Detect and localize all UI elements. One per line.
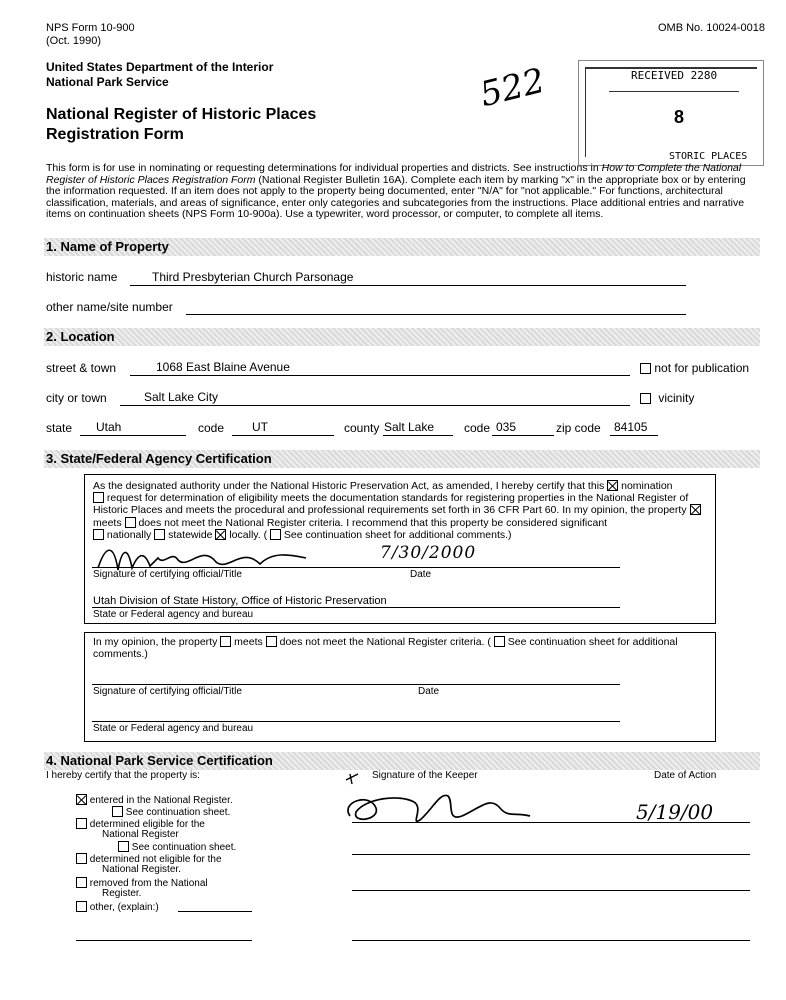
not-eligible-checkbox[interactable] xyxy=(76,853,87,864)
cert-property-label: property xyxy=(648,504,687,517)
zip-field[interactable]: 84105 xyxy=(614,420,648,434)
certification-text xyxy=(93,480,713,541)
cert-statewide-label: statewide xyxy=(168,528,213,541)
street-label: street & town xyxy=(46,361,117,375)
nomination-checkbox[interactable] xyxy=(607,480,618,491)
county-label: county xyxy=(344,421,380,435)
handwritten-number: 522 xyxy=(476,60,549,116)
section-1-heading: 1. Name of Property xyxy=(46,239,169,254)
form-title-line2: Registration Form xyxy=(46,126,184,143)
certify-text: I hereby certify that the property is: xyxy=(46,770,200,781)
nationally-checkbox[interactable] xyxy=(93,529,104,540)
state-code-field[interactable]: UT xyxy=(252,420,268,434)
see-cont-2-checkbox[interactable] xyxy=(118,841,129,852)
department: United States Department of the Interior xyxy=(46,60,274,74)
stamp-digit: 8 xyxy=(674,107,685,127)
option-not-eligible-label-b: National Register. xyxy=(102,864,181,875)
does-not-meet-checkbox[interactable] xyxy=(125,517,136,528)
section-4-heading: 4. National Park Service Certification xyxy=(46,753,273,768)
zip-label: zip code xyxy=(556,421,601,435)
see-cont-1-checkbox[interactable] xyxy=(112,806,123,817)
form-number: NPS Form 10-900 xyxy=(46,22,135,34)
section-2-heading: 2. Location xyxy=(46,329,115,344)
option-eligible-label-b: National Register xyxy=(102,829,179,840)
not-for-publication-label: not for publication xyxy=(654,361,750,375)
street-field[interactable]: 1068 East Blaine Avenue xyxy=(156,360,290,374)
county-code-label: code xyxy=(464,421,491,435)
stamp-received: RECEIVED 2280 xyxy=(631,69,718,82)
intro-text-2: (National Register Bulletin 16A). Complete each item by marking "x" in the appropriate box or by entering the information requested. If an item does not apply to the property being documented, enter "N/A" for "not applicable." For functions, architectural classification, materials, and areas of significance, enter only categories and subcategories from the instructions. Place additional entries and narrative items on continuation sheets (NPS Form 10-900a). Use a typewriter, word processor, or computer, to complete all items. xyxy=(46,173,746,221)
option-removed[interactable] xyxy=(76,877,208,889)
agency-label-1: State or Federal agency and bureau xyxy=(93,609,254,620)
form-date: (Oct. 1990) xyxy=(46,35,102,47)
state-label: state xyxy=(46,421,73,435)
other-name-label: other name/site number xyxy=(46,300,173,314)
continuation-checkbox-2[interactable] xyxy=(494,636,505,647)
opinion-not-meet-checkbox[interactable] xyxy=(266,636,277,647)
state-sign-date: 7/30/2000 xyxy=(380,543,477,563)
city-label: city or town xyxy=(46,391,107,405)
cert-nationally-label: nationally xyxy=(106,528,152,541)
other-checkbox[interactable] xyxy=(76,901,87,912)
state-field[interactable]: Utah xyxy=(96,420,122,434)
cert-nomination-label: nomination xyxy=(621,480,673,492)
vicinity-option[interactable] xyxy=(640,391,694,405)
not-for-publication-option[interactable] xyxy=(640,361,749,375)
city-field[interactable]: Salt Lake City xyxy=(144,390,219,404)
option-see-cont-1-label: See continuation sheet. xyxy=(125,807,231,818)
intro-italic: How to Complete the National Register of Historic Places Registration Form xyxy=(46,162,742,186)
state-code-label: code xyxy=(198,421,225,435)
option-see-cont-2-label: See continuation sheet. xyxy=(131,842,237,853)
action-date: 5/19/00 xyxy=(636,800,714,824)
other-explain-line-2[interactable] xyxy=(76,940,252,941)
cert-text-a: As the designated authority under the National Historic Preservation Act, as amended, I hereby certify that this xyxy=(93,480,605,492)
form-title-line1: National Register of Historic Places xyxy=(46,106,317,123)
agency-field[interactable]: Utah Division of State History, Office of Historic Preservation xyxy=(93,595,387,607)
other-explain-line[interactable] xyxy=(178,911,252,912)
vicinity-label: vicinity xyxy=(658,391,695,405)
request-checkbox[interactable] xyxy=(93,492,104,503)
received-stamp xyxy=(578,60,764,166)
agency-label-2: State or Federal agency and bureau xyxy=(93,723,254,734)
county-field[interactable]: Salt Lake xyxy=(384,420,435,434)
historic-name-field[interactable]: Third Presbyterian Church Parsonage xyxy=(152,270,354,284)
intro-paragraph xyxy=(46,163,758,221)
cert-continuation-label: See continuation sheet for additional comments.) xyxy=(283,528,512,541)
option-entered-label: entered in the National Register. xyxy=(89,795,233,806)
section-3-heading: 3. State/Federal Agency Certification xyxy=(46,451,272,466)
date-label-1: Date xyxy=(410,569,432,580)
intro-text-1: This form is for use in nominating or requesting determinations for individual properties and districts. See instructions in xyxy=(46,162,602,174)
date-label-2: Date xyxy=(418,686,440,697)
vicinity-checkbox[interactable] xyxy=(640,393,651,404)
section-2-heading-bar xyxy=(44,328,760,346)
continuation-checkbox-1[interactable] xyxy=(270,529,281,540)
cert-text-b: request for determination of eligibility meets the documentation standards for registering properties in the National Register of Historic Places and meets the procedural and professional requirements set forth in 36 CFR Part 60. In my opinion, the xyxy=(93,492,689,517)
stamp-places: STORIC PLACES xyxy=(669,151,748,162)
keeper-signature xyxy=(340,772,560,842)
option-not-eligible-label-a: determined not eligible for the xyxy=(89,854,222,865)
opinion-meets-label: meets xyxy=(234,636,263,648)
not-for-publication-checkbox[interactable] xyxy=(640,363,651,374)
service: National Park Service xyxy=(46,75,169,89)
signature-label-2: Signature of certifying official/Title xyxy=(93,686,242,697)
option-removed-label-b: Register. xyxy=(102,888,142,899)
entered-checkbox[interactable] xyxy=(76,794,87,805)
keeper-label: Signature of the Keeper xyxy=(372,770,478,781)
option-see-cont-2[interactable] xyxy=(118,841,236,853)
opinion-text xyxy=(93,636,713,661)
option-eligible-label-a: determined eligible for the xyxy=(89,819,205,830)
locally-checkbox[interactable] xyxy=(215,529,226,540)
eligible-checkbox[interactable] xyxy=(76,818,87,829)
opinion-not-meet-label: does not meet the National Register criteria. ( xyxy=(279,636,491,648)
meets-checkbox[interactable] xyxy=(690,504,701,515)
opinion-continuation-label: See continuation sheet for additional comments.) xyxy=(93,636,678,661)
option-other-label: other, (explain:) xyxy=(89,902,159,913)
cert-meets-label: meets xyxy=(93,516,122,529)
omb-number: OMB No. 10024-0018 xyxy=(658,22,766,34)
option-see-cont-1[interactable] xyxy=(112,806,230,818)
section-3-heading-bar xyxy=(44,450,760,468)
statewide-checkbox[interactable] xyxy=(154,529,165,540)
section-1-heading-bar xyxy=(44,238,760,256)
cert-locally-label: locally. ( xyxy=(229,528,268,541)
removed-checkbox[interactable] xyxy=(76,877,87,888)
signature-label-1: Signature of certifying official/Title xyxy=(93,569,242,580)
opinion-text-a: In my opinion, the property xyxy=(93,636,218,648)
opinion-meets-checkbox[interactable] xyxy=(220,636,231,647)
option-entered[interactable] xyxy=(76,794,233,806)
option-other[interactable] xyxy=(76,901,159,913)
option-removed-label-a: removed from the National xyxy=(89,878,208,889)
cert-not-meet-label: does not meet the National Register criteria. I recommend that this property be considered significant xyxy=(138,516,608,529)
historic-name-label: historic name xyxy=(46,270,118,284)
county-code-field[interactable]: 035 xyxy=(496,420,517,434)
section-4-heading-bar xyxy=(44,752,760,770)
date-of-action-label: Date of Action xyxy=(654,770,717,781)
